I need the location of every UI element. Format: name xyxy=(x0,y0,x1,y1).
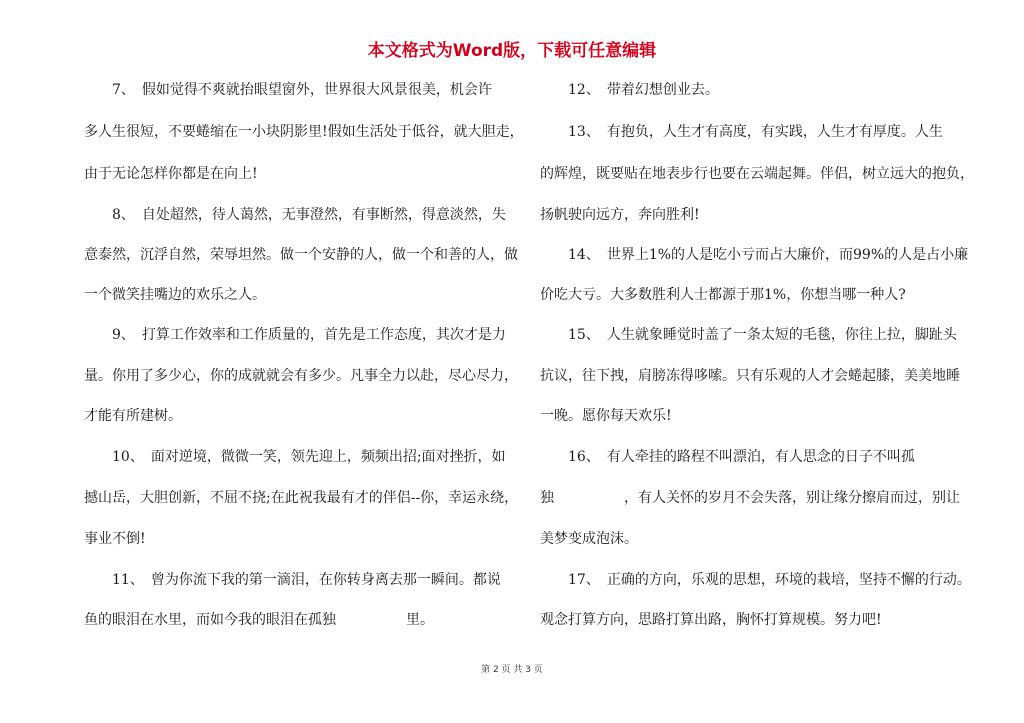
text-line: 11、 曾为你流下我的第一滴泪，在你转身离去那一瞬间。都说 xyxy=(84,572,501,588)
text-line: 价吃大亏。大多数胜利人士都源于那1%，你想当哪一种人? xyxy=(540,287,906,303)
page-number-footer: 第 2 页 共 3 页 xyxy=(481,665,543,675)
text-line: 美梦变成泡沫。 xyxy=(540,531,638,547)
text-line: 撼山岳，大胆创新，不屈不挠;在此祝我最有才的伴侣--你，幸运永绕， xyxy=(84,490,519,506)
text-line: 多人生很短，不要蜷缩在一小块阴影里!假如生活处于低谷，就大胆走， xyxy=(84,124,524,140)
text-line: 的辉煌，既要贴在地表步行也要在云端起舞。伴侣，树立远大的抱负， xyxy=(540,166,974,182)
text-line: 事业不倒! xyxy=(84,531,146,547)
document-header-title: 本文格式为Word版，下载可任意编辑 xyxy=(367,41,657,61)
text-line: 12、 带着幻想创业去。 xyxy=(540,82,719,98)
text-line: 观念打算方向，思路打算出路，胸怀打算规模。努力吧! xyxy=(540,612,882,628)
text-line: 独 ，有人关怀的岁月不会失落，别让缘分擦肩而过，别让 xyxy=(540,490,960,506)
text-line: 17、 正确的方向，乐观的思想，环境的栽培，坚持不懈的行动。 xyxy=(540,572,971,588)
text-line: 8、 自处超然，待人蔼然，无事澄然，有事断然，得意淡然，失 xyxy=(84,207,506,223)
text-line: 10、 面对逆境，微微一笑，领先迎上，频频出招;面对挫折，如 xyxy=(84,449,506,465)
text-line: 一个微笑挂嘴边的欢乐之人。 xyxy=(84,287,266,303)
text-line: 由于无论怎样你都是在向上! xyxy=(84,166,258,182)
text-line: 抗议，往下拽，肩膀冻得哆嗦。只有乐观的人才会蜷起膝，美美地睡 xyxy=(540,368,960,384)
text-line: 意泰然，沉浮自然，荣辱坦然。做一个安静的人，做一个和善的人，做 xyxy=(84,247,518,263)
text-line: 才能有所建树。 xyxy=(84,408,182,424)
text-line: 13、 有抱负，人生才有高度，有实践，人生才有厚度。人生 xyxy=(540,124,943,140)
text-line: 15、 人生就象睡觉时盖了一条太短的毛毯，你往上拉，脚趾头 xyxy=(540,327,957,343)
text-line: 扬帆驶向远方，奔向胜利! xyxy=(540,207,700,223)
text-line: 一晚。愿你每天欢乐! xyxy=(540,408,672,424)
text-line: 9、 打算工作效率和工作质量的，首先是工作态度，其次才是力 xyxy=(84,327,506,343)
text-line: 量。你用了多少心，你的成就就会有多少。凡事全力以赴，尽心尽力， xyxy=(84,368,518,384)
text-line: 7、 假如觉得不爽就抬眼望窗外，世界很大风景很美，机会许 xyxy=(84,82,492,98)
text-line: 14、 世界上1%的人是吃小亏而占大廉价，而99%的人是占小廉 xyxy=(540,247,969,263)
text-line: 鱼的眼泪在水里，而如今我的眼泪在孤独 里。 xyxy=(84,612,434,628)
text-line: 16、 有人牵挂的路程不叫漂泊，有人思念的日子不叫孤 xyxy=(540,449,915,465)
